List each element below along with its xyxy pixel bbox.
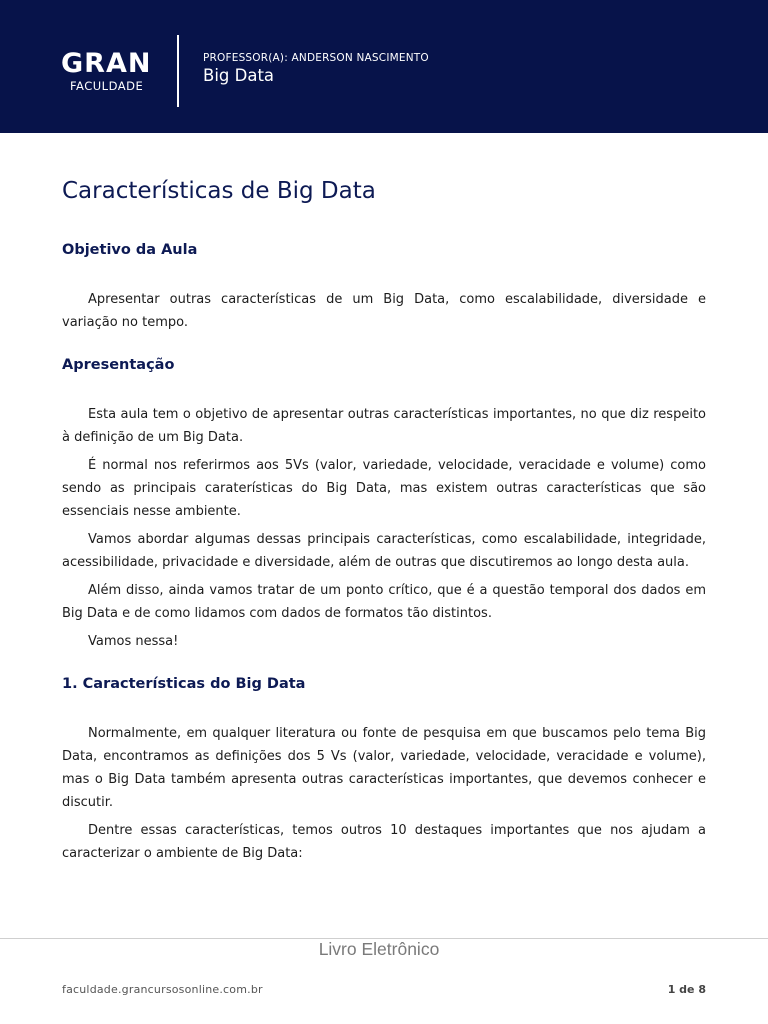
- logo-main-text: GRAN: [61, 48, 152, 79]
- document-body: [62, 176, 706, 865]
- paragraph: Além disso, ainda vamos tratar de um ponto crítico, que é a questão temporal dos dados em Big Data e de como lidamos com dados de formatos tão distintos.: [62, 583, 706, 621]
- gran-faculdade-logo: [61, 48, 152, 93]
- page-header: [0, 0, 768, 133]
- section-heading-apresentacao: Apresentação: [62, 357, 175, 373]
- section-heading-objetivo: Objetivo da Aula: [62, 242, 198, 258]
- course-title: Big Data: [203, 66, 275, 85]
- footer-url: faculdade.grancursosonline.com.br: [62, 983, 263, 996]
- paragraph: Vamos nessa!: [88, 634, 179, 649]
- paragraph: Vamos abordar algumas dessas principais características, como escalabilidade, integridade, acessibilidade, privacidade e diversidade, além de outras que discutiremos ao longo desta aula.: [62, 532, 706, 570]
- paragraph: Apresentar outras características de um Big Data, como escalabilidade, diversidade e variação no tempo.: [62, 292, 706, 330]
- paragraph: Esta aula tem o objetivo de apresentar outras características importantes, no que diz respeito à definição de um Big Data.: [62, 407, 706, 445]
- logo-sub-text: FACULDADE: [70, 79, 144, 93]
- paragraph: É normal nos referirmos aos 5Vs (valor, variedade, velocidade, veracidade e volume) como sendo as principais caraterísticas do Big Data, mas existem outras características que são essenciais nesse ambiente.: [62, 458, 706, 519]
- paragraph: Normalmente, em qualquer literatura ou fonte de pesquisa em que buscamos pelo tema Big Data, encontramos as definições dos 5 Vs (valor, variedade, velocidade, veracidade e volume), mas o Big Data também apresenta outras características importantes, que devemos conhecer e discutir.: [62, 726, 706, 810]
- professor-label: PROFESSOR(A): ANDERSON NASCIMENTO: [203, 52, 429, 64]
- section-heading-caracteristicas: 1. Características do Big Data: [62, 676, 306, 692]
- footer-label: Livro Eletrônico: [318, 939, 440, 959]
- header-divider: [177, 35, 179, 107]
- page-title: Características de Big Data: [62, 178, 376, 204]
- page-number: 1 de 8: [667, 983, 706, 996]
- paragraph: Dentre essas características, temos outros 10 destaques importantes que nos ajudam a caracterizar o ambiente de Big Data:: [62, 823, 706, 861]
